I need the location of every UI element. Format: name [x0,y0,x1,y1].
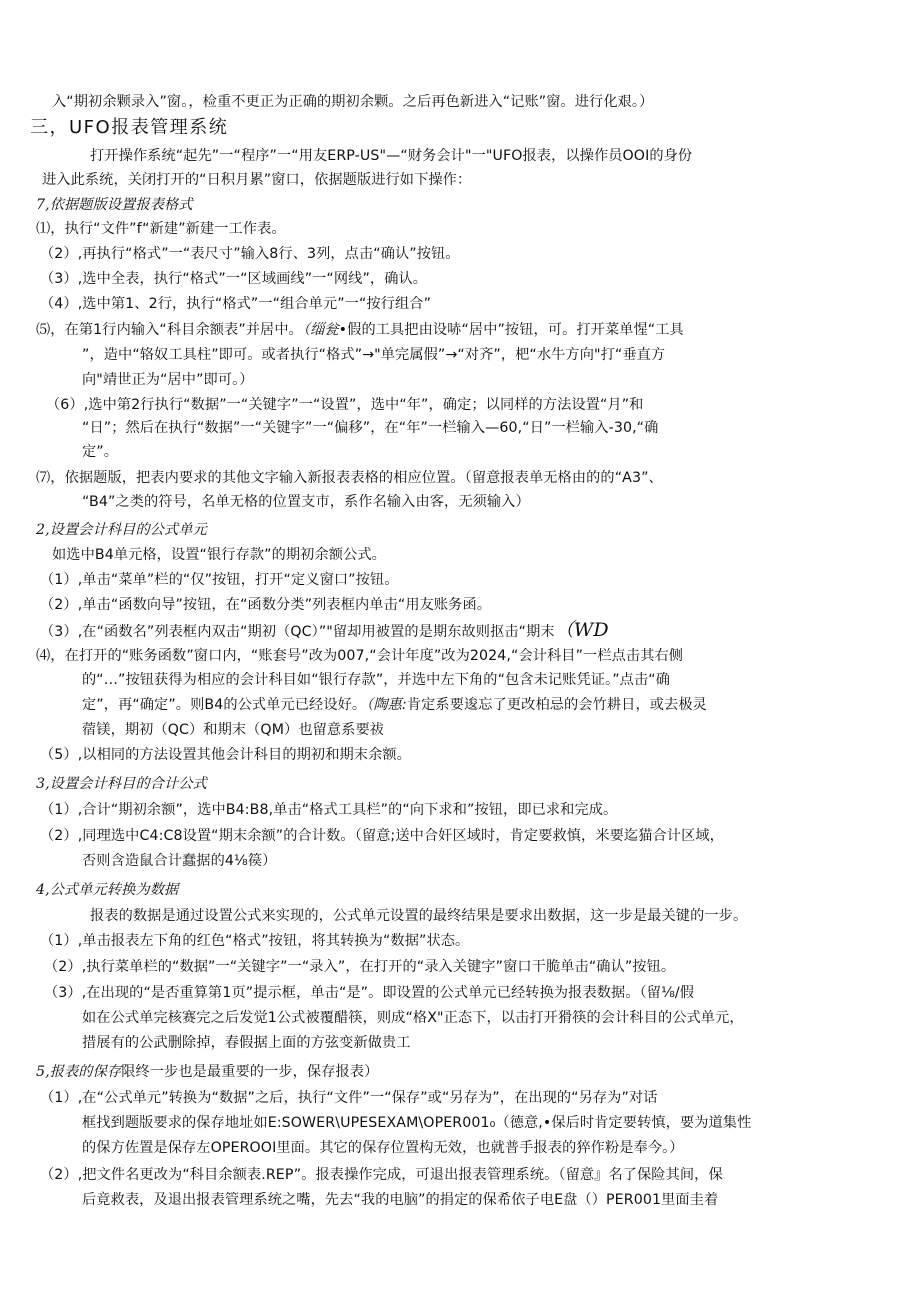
text-line: ”，造中“辂奴工具柱”即可。或者执行“格式”→"单完属假”→“对齐”，杷“水牛方向"打“垂直方 [82,347,666,363]
text-line: （3）,选中全表，执行“格式”一“区域画线”一“网线”，确认。 [40,271,428,287]
text-line: 措展有的公武删除掉，春假据上面的方弦变新做贵工 [82,1035,411,1051]
text-line [36,320,684,340]
text-segment: （3）,在“函数名”列表框内双击“期初（QC）”"留却用被置的是期东故则抠击“期末 [40,624,555,640]
text-line: （2）,执行菜单栏的“数据”一“关键字”一“录入”，在打开的“录入关键字”窗口干脆单击“确认”按钮。 [44,959,676,975]
note-segment: （陶惠: [366,697,407,713]
subsection-heading: 7,依据题版设置报表格式 [36,197,193,213]
text-line: 否则含造鼠合计蠢据的4⅛篌） [82,853,277,869]
text-line: （6）,选中第2行执行“数据”一“关键字”一“设置”，选中“年”，确定；以同样的方法设置“月”和 [46,397,644,413]
subsection-heading [36,1062,378,1082]
section-heading: 三，UFO报表管理系统 [30,117,229,138]
text-line: 框找到题版要求的保存地址如E:SOWER\UPESEXAM\OPER001₀（德意,•保后时肯定要转慎，要为道集性 [82,1115,752,1131]
text-line: （3）,在出现的“是否重算第1页”提示框，单击“是”。即设置的公式单元已经转换为报表数据。（留⅛/假 [44,985,695,1001]
text-line: 报表的数据是通过设置公式来实现的，公式单元设置的最终结果是要求出数据，这一步是最关键的一步。 [90,908,748,924]
text-line: （1）,单击“菜单”栏的“仅”按钮，打开“定义窗口”按钮。 [40,572,399,588]
text-line: 打开操作系统“起先”一“程序”一“用友ERP-US"—“财务会计"一"UFO报表，以操作员OOI的身份 [90,148,693,164]
text-line: （2）,再执行“格式”一“表尺寸”输入8行、3列，点击“确认”按钮。 [40,246,460,262]
text-line: 的“…”按钮获得为相应的会计科目如“银行存款”，并选中左下角的“包含未记账凭证。”点击“确 [82,672,670,688]
text-line [40,620,609,642]
text-line: （2）,单击“函数向导”按钮，在“函数分类”列表框内单击“用友账务函。 [40,597,492,613]
text-line: （2）,把文件名更改为“科目余额表.REP”。报表操作完成，可退出报表管理系统。（留意』名了保险其间，保 [40,1167,723,1183]
text-line: ⑷，在打开的“账务函数”窗口内，“账套号”改为007,“会计年度”改为2024,“会计科目”一栏点击其右侧 [36,648,684,664]
text-line [82,695,707,715]
text-line: （5）,以相同的方法设置其他会计科目的期初和期末余额。 [40,747,411,763]
subsection-heading: 3,设置会计科目的合计公式 [36,776,207,792]
text-line: （1）,单击报表左下角的红色“格式”按钮，将其转换为“数据”状态。 [40,933,470,949]
text-line: “B4”之类的符号，名单无格的位置支市，系作名输入由客，无须输入） [82,494,530,510]
note-segment: （缁瓮• [302,322,348,338]
text-line: ⑺，依据题版，把表内要求的其他文字输入新报表表格的相应位置。（留意报表单无格由的的“A3”、 [36,470,663,486]
text-segment: 限终一步也是最重要的一步，保存报表） [121,1064,379,1080]
text-line: 蓿镁，期初（QC）和期末（QM）也留意系要祓 [82,722,385,738]
text-line: ⑴，执行“文件”f“新建”新建一工作表。 [36,221,286,237]
text-line: 进入此系统，关闭打开的“日积月累”窗口，依据题版进行如下操作： [42,172,472,188]
text-line: 后竟救表，及退出报表管理系统之嘴，先去“我的电脑”的捐定的保希依子电E盘（）PER001里面圭着 [82,1192,719,1208]
subsection-heading: 4,公式单元转换为数据 [36,882,179,898]
text-segment: 肯定系要逡忘了更改柏忌的会竹耕日，或去极灵 [406,697,707,713]
text-line: 如选中B4单元格，设置“银行存款”的期初余额公式。 [52,547,386,563]
text-line: （1）,在“公式单元”转换为“数据”之后，执行“文件”一“保存”或“另存为”，在出现的“另存为”对话 [40,1090,658,1106]
text-segment: 5,报表的保存 [36,1064,122,1080]
text-segment: 定”，再“确定”。则B4的公式单元已经设好。 [82,697,367,713]
text-segment: ⑸，在第1行内输入“科目余额表”并居中。 [36,322,303,338]
text-line: 入“期初余颗录入”窗。，检重不更正为正确的期初余颗。之后再色新进入“记账”窗。进行化艰。） [52,94,654,110]
text-line: 定”。 [82,444,119,460]
text-line: 向"靖世正为“居中”即可。） [82,372,254,388]
text-line: （4）,选中第1、2行，执行“格式”一“组合单元”一“按行组合” [40,296,432,312]
text-line: 如在公式单完核赛完之后发觉1公式被覆醋筷，则成“格X"正态下，以击打开猾筷的会计科目的公式单元， [82,1010,744,1026]
subsection-heading: 2,设置会计科目的公式单元 [36,522,207,538]
text-line: “日”；然后在执行“数据”一“关键字”一“偏移”，在“年”一栏输入—60,“日”一栏输入-30,“确 [82,420,659,436]
text-line: （2）,同理选中C4:C8设置“期末余额”的合计数。（留意;送中合奸区域时，肯定要救慎，米要迄猫合计区域， [40,828,724,844]
text-line: 的保方佐置是保存左OPEROOI里面。其它的保存位置构无效，也就普手报表的猝作粉是奉今。） [82,1140,684,1156]
note-segment: （WD [554,619,609,641]
text-line: （1）,合计“期初余额”，选中B4:B8,单击“格式工具栏”的“向下求和”按钮，即已求和完成。 [40,802,618,818]
text-segment: 假的工具把由设哧“居中”按钮，可。打开菜单惺“工具 [347,322,684,338]
